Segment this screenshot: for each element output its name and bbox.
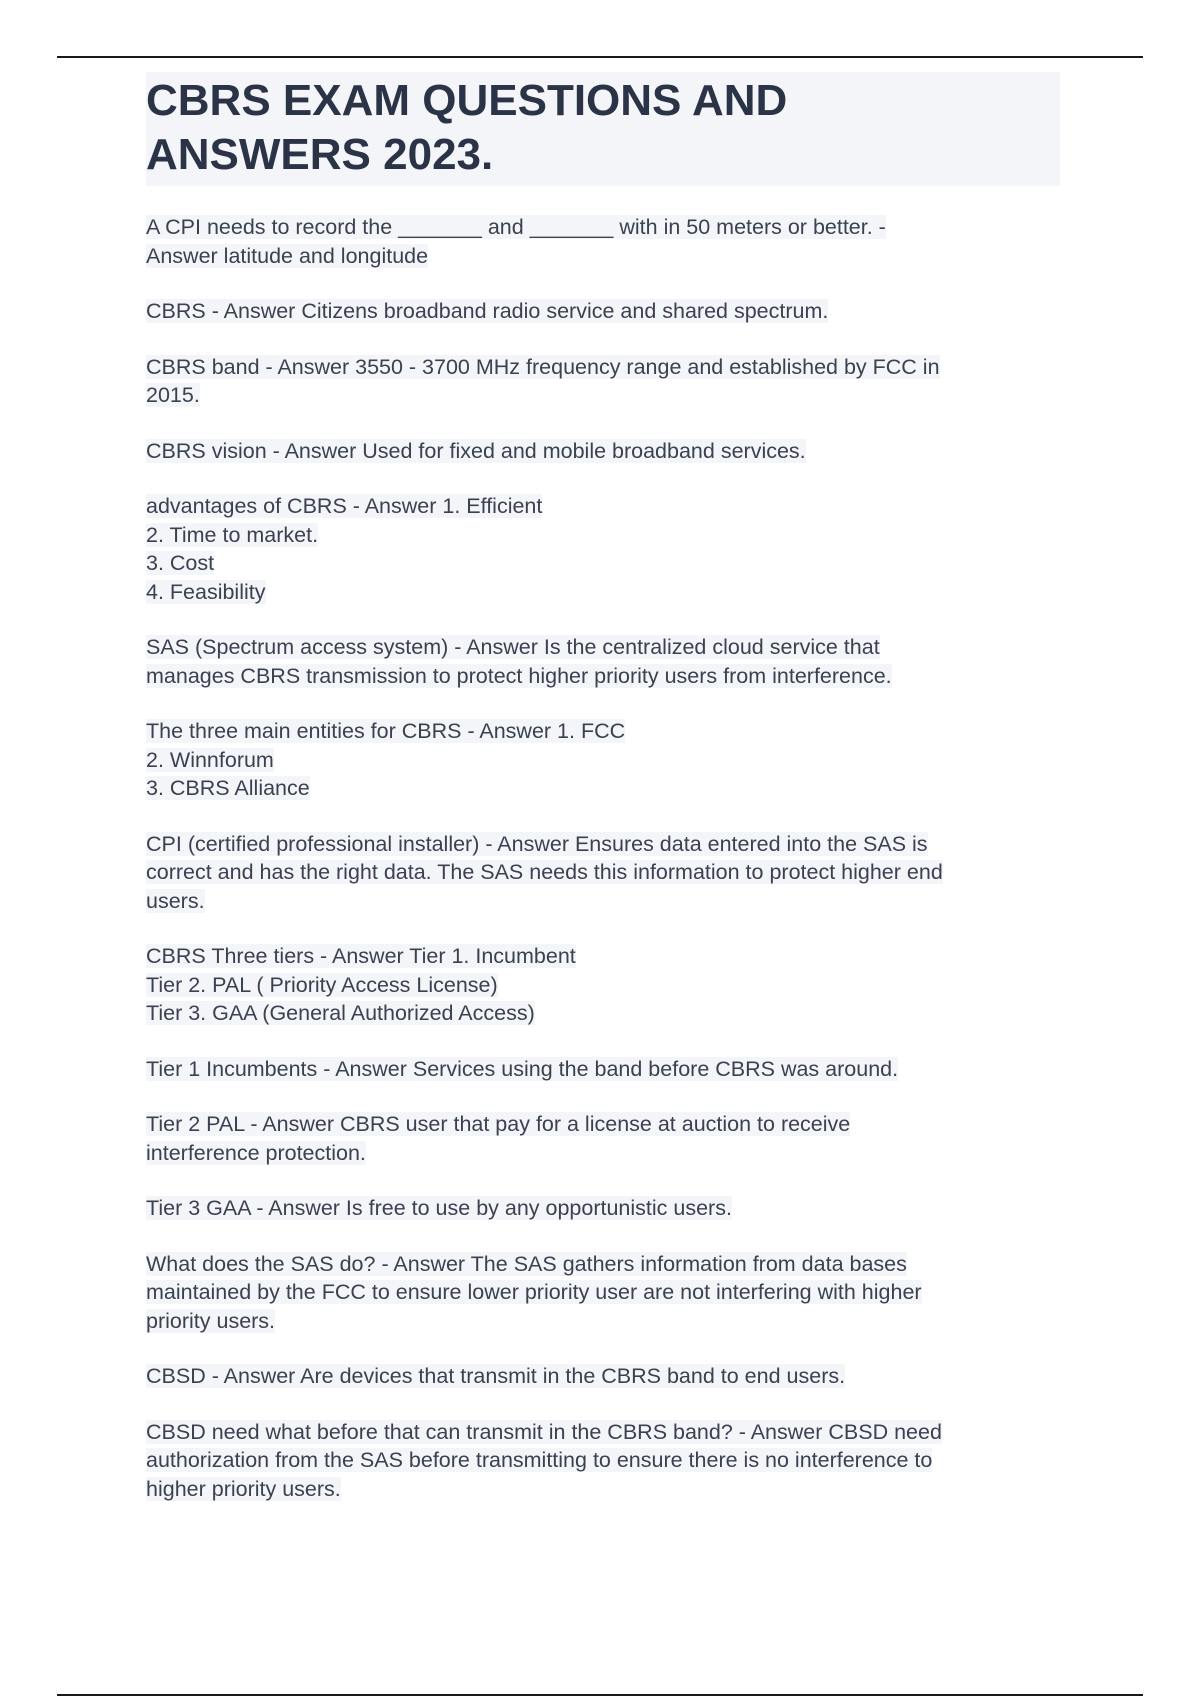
document-body: [146, 72, 1060, 1530]
qa-entry-line: [146, 549, 1060, 578]
qa-entry-text: SAS (Spectrum access system) - Answer Is the centralized cloud service that: [146, 635, 880, 659]
qa-entry-line: [146, 858, 1060, 887]
qa-entry-text: CBRS band - Answer 3550 - 3700 MHz frequency range and established by FCC in: [146, 354, 940, 379]
qa-entry-line: [146, 1418, 1060, 1447]
qa-entry-line: [146, 1055, 1060, 1084]
qa-entry-text: advantages of CBRS - Answer 1. Efficient: [146, 494, 543, 518]
qa-entry-line: [146, 746, 1060, 775]
qa-entry-text: CBRS vision - Answer Used for fixed and mobile broadband services.: [146, 438, 806, 463]
qa-entry-line: [146, 213, 1060, 242]
qa-entry-line: [146, 942, 1060, 971]
qa-entry-line: [146, 1475, 1060, 1504]
qa-entry-text: CBSD - Answer Are devices that transmit in the CBRS band to end users.: [146, 1364, 846, 1388]
qa-list: [146, 213, 1060, 1503]
qa-entry: [146, 1110, 1060, 1167]
qa-entry: [146, 633, 1060, 690]
qa-entry-line: [146, 774, 1060, 803]
qa-entry-text: 2. Time to market.: [146, 522, 319, 547]
qa-entry-text: interference protection.: [146, 1140, 366, 1165]
qa-entry-text: CPI (certified professional installer) - Answer Ensures data entered into the SAS is: [146, 831, 928, 856]
qa-entry-text: maintained by the FCC to ensure lower priority user are not interfering with higher: [146, 1280, 922, 1304]
qa-entry-text: 2015.: [146, 383, 200, 407]
qa-entry: [146, 942, 1060, 1028]
qa-entry-line: [146, 717, 1060, 746]
qa-entry-text: 3. CBRS Alliance: [146, 776, 310, 800]
qa-entry: [146, 1362, 1060, 1391]
qa-entry-line: [146, 521, 1060, 550]
qa-entry-line: [146, 662, 1060, 691]
qa-entry: [146, 437, 1060, 466]
qa-entry-text: What does the SAS do? - Answer The SAS gathers information from data bases: [146, 1251, 907, 1276]
qa-entry-line: [146, 1194, 1060, 1223]
qa-entry-text: CBRS - Answer Citizens broadband radio service and shared spectrum.: [146, 299, 829, 323]
qa-entry-text: authorization from the SAS before transmitting to ensure there is no interference to: [146, 1448, 933, 1472]
qa-entry-text: Tier 2 PAL - Answer CBRS user that pay for a license at auction to receive: [146, 1112, 851, 1136]
qa-entry-text: 4. Feasibility: [146, 579, 266, 604]
qa-entry-line: [146, 578, 1060, 607]
qa-entry-text: users.: [146, 888, 205, 913]
qa-entry-text: Tier 3. GAA (General Authorized Access): [146, 1001, 535, 1025]
qa-entry-line: [146, 297, 1060, 326]
qa-entry-text: CBSD need what before that can transmit in the CBRS band? - Answer CBSD need: [146, 1419, 942, 1444]
qa-entry-text: 3. Cost: [146, 551, 215, 575]
qa-entry-line: [146, 492, 1060, 521]
qa-entry: [146, 353, 1060, 410]
title-line: ANSWERS 2023.: [146, 130, 494, 179]
qa-entry-line: [146, 1446, 1060, 1475]
qa-entry-line: [146, 381, 1060, 410]
qa-entry: [146, 1250, 1060, 1336]
qa-entry: [146, 213, 1060, 270]
qa-entry-line: [146, 353, 1060, 382]
qa-entry-text: manages CBRS transmission to protect higher priority users from interference.: [146, 663, 892, 688]
bottom-rule: [57, 1694, 1143, 1696]
qa-entry-text: A CPI needs to record the _______ and _______ with in 50 meters or better. -: [146, 215, 886, 239]
qa-entry: [146, 717, 1060, 803]
qa-entry-text: 2. Winnforum: [146, 747, 274, 772]
qa-entry-line: [146, 1139, 1060, 1168]
qa-entry-text: Tier 1 Incumbents - Answer Services using the band before CBRS was around.: [146, 1056, 899, 1081]
page-title: [146, 72, 1060, 186]
qa-entry-line: [146, 1250, 1060, 1279]
top-rule: [57, 56, 1143, 58]
title-line: CBRS EXAM QUESTIONS AND: [146, 76, 788, 125]
qa-entry-text: Tier 2. PAL ( Priority Access License): [146, 972, 498, 997]
qa-entry-line: [146, 633, 1060, 662]
qa-entry: [146, 297, 1060, 326]
qa-entry-text: The three main entities for CBRS - Answer 1. FCC: [146, 719, 626, 743]
qa-entry-text: Tier 3 GAA - Answer Is free to use by any opportunistic users.: [146, 1196, 732, 1220]
qa-entry-line: [146, 999, 1060, 1028]
qa-entry-line: [146, 1362, 1060, 1391]
qa-entry: [146, 1194, 1060, 1223]
qa-entry-text: Answer latitude and longitude: [146, 243, 429, 268]
qa-entry-line: [146, 1307, 1060, 1336]
qa-entry-line: [146, 1278, 1060, 1307]
qa-entry-text: priority users.: [146, 1308, 276, 1333]
qa-entry-line: [146, 1110, 1060, 1139]
qa-entry-line: [146, 887, 1060, 916]
qa-entry-line: [146, 437, 1060, 466]
qa-entry-text: higher priority users.: [146, 1476, 341, 1501]
qa-entry-text: correct and has the right data. The SAS needs this information to protect higher end: [146, 860, 943, 884]
qa-entry-line: [146, 242, 1060, 271]
qa-entry-line: [146, 830, 1060, 859]
qa-entry: [146, 1055, 1060, 1084]
qa-entry: [146, 1418, 1060, 1504]
qa-entry: [146, 830, 1060, 916]
qa-entry: [146, 492, 1060, 606]
qa-entry-text: CBRS Three tiers - Answer Tier 1. Incumbent: [146, 944, 576, 968]
qa-entry-line: [146, 971, 1060, 1000]
